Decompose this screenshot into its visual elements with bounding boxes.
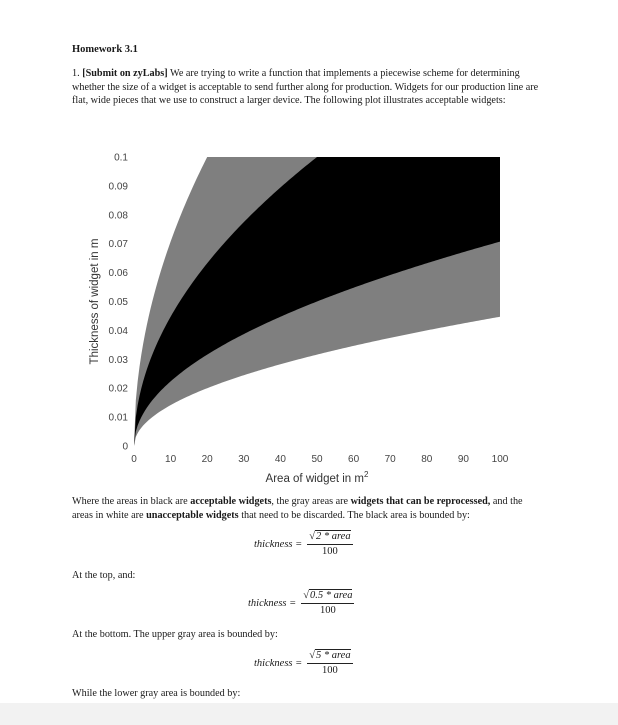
description-paragraph bbox=[72, 495, 546, 522]
equation-radicand: 5 * area bbox=[315, 650, 351, 661]
sqrt-icon: √ bbox=[309, 650, 315, 661]
fraction-bar bbox=[307, 544, 352, 545]
x-tick-label: 50 bbox=[311, 454, 323, 465]
y-axis-label: Thickness of widget in m bbox=[89, 238, 101, 365]
desc-acceptable: acceptable widgets bbox=[190, 496, 272, 507]
y-tick-label: 0.05 bbox=[108, 297, 128, 308]
y-tick-label: 0.02 bbox=[108, 383, 128, 395]
equation-fraction bbox=[307, 531, 352, 557]
intro-text: We are trying to write a function that implements a piecewise scheme for determining whether the size of a widget is acceptable to send further along for production. Widgets for our production line are flat, wide pieces that we use to construct a larger device. The following plot illustrates acceptable widgets: bbox=[72, 68, 539, 107]
problem-number: 1. bbox=[72, 68, 80, 79]
x-tick-label: 10 bbox=[165, 454, 177, 465]
sqrt-icon: √ bbox=[309, 531, 315, 542]
y-tick-label: 0 bbox=[122, 441, 128, 453]
y-tick-label: 0.08 bbox=[108, 210, 128, 222]
y-tick-label: 0.03 bbox=[108, 354, 128, 366]
x-axis-label: Area of widget in $m^2$ bbox=[265, 470, 369, 485]
widget-acceptance-chart bbox=[80, 140, 520, 490]
x-tick-label: 40 bbox=[274, 454, 286, 465]
page-bottom-strip bbox=[0, 703, 618, 725]
equation-fraction bbox=[307, 650, 352, 676]
y-tick-label: 0.09 bbox=[108, 181, 128, 193]
intro-paragraph bbox=[72, 67, 546, 108]
equation-numerator bbox=[307, 531, 352, 542]
y-tick-label: 0.06 bbox=[108, 268, 128, 280]
equation-lhs: thickness = bbox=[248, 597, 297, 609]
desc-unacceptable: unacceptable widgets bbox=[146, 509, 239, 521]
lower-gray-text: While the lower gray area is bounded by: bbox=[72, 688, 241, 699]
at-bottom-text: At the bottom. The upper gray area is bounded by: bbox=[72, 629, 278, 640]
x-tick-label: 60 bbox=[348, 454, 360, 465]
desc-text-1: Where the areas in black are bbox=[72, 496, 191, 507]
equation-numerator bbox=[301, 590, 354, 601]
equation-denominator: 100 bbox=[322, 546, 338, 557]
x-axis-label-superscript: 2 bbox=[363, 470, 369, 479]
x-tick-label: 70 bbox=[384, 454, 396, 465]
desc-reprocessed: widgets that can be reprocessed, bbox=[350, 496, 491, 507]
fraction-bar bbox=[301, 603, 354, 604]
x-tick-label: 80 bbox=[421, 454, 433, 465]
desc-text-4: that need to be discarded. The black area is bounded by: bbox=[238, 509, 470, 521]
submit-tag: [Submit on zyLabs] bbox=[82, 68, 168, 79]
at-top-text: At the top, and: bbox=[72, 570, 136, 581]
equation-denominator: 100 bbox=[322, 665, 338, 676]
x-tick-label: 90 bbox=[457, 454, 469, 465]
desc-text-3: and the areas in white are bbox=[72, 496, 523, 521]
y-tick-label: 0.1 bbox=[114, 152, 128, 164]
y-tick-label: 0.07 bbox=[108, 239, 128, 251]
equation-radicand: 0.5 * area bbox=[309, 590, 353, 601]
x-tick-label: 100 bbox=[491, 454, 509, 465]
equation-lhs: thickness = bbox=[254, 657, 303, 669]
x-tick-label: 20 bbox=[201, 454, 213, 465]
sqrt-icon: √ bbox=[303, 590, 309, 601]
equation-fraction bbox=[301, 590, 354, 616]
equation-black-upper bbox=[254, 531, 353, 557]
equation-upper-gray bbox=[254, 650, 353, 676]
x-tick-label: 0 bbox=[131, 454, 137, 465]
equation-lhs: thickness = bbox=[254, 538, 303, 550]
desc-text-2: , the gray areas are bbox=[271, 496, 351, 507]
equation-radicand: 2 * area bbox=[315, 531, 351, 542]
y-tick-label: 0.04 bbox=[108, 325, 128, 337]
equation-black-lower bbox=[248, 590, 354, 616]
page-title: Homework 3.1 bbox=[72, 44, 138, 55]
equation-numerator bbox=[307, 650, 352, 661]
x-tick-label: 30 bbox=[238, 454, 250, 465]
fraction-bar bbox=[307, 663, 352, 664]
y-tick-label: 0.01 bbox=[108, 412, 128, 424]
equation-denominator: 100 bbox=[319, 605, 336, 616]
